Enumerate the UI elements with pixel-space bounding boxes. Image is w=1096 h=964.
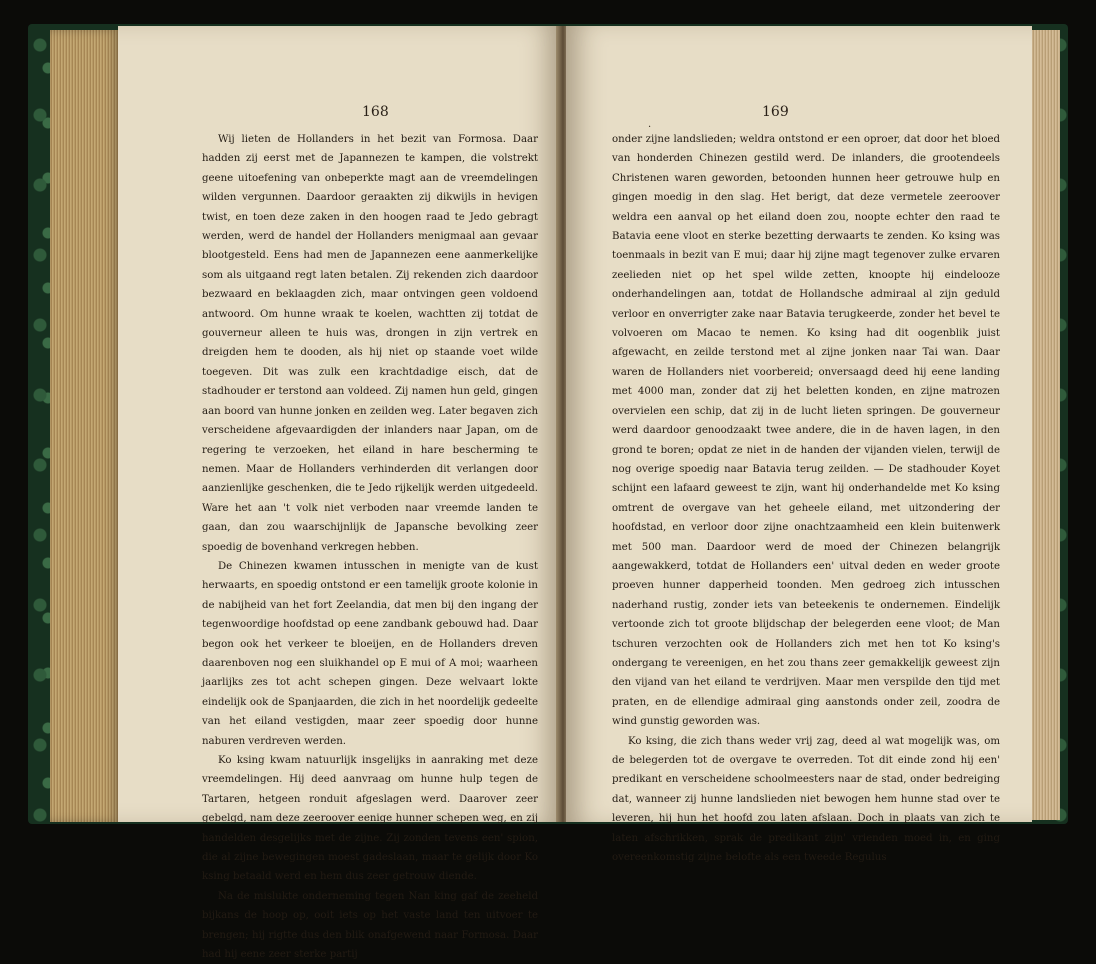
paragraph: De Chinezen kwamen intusschen in menigte van de kust herwaarts, en spoedig ontstond er een tamelijk groote kolonie in de nabijheid van het fort Zeelandia, dat men bij den ingang der tegenwoordige hoofdstad op eene zandbank gebouwd had. Daar begon ook het verkeer te bloeijen, en de Hollanders dreven daarenboven nog een sluikhandel op E mui of A moi; waarheen jaarlijks zes tot acht schepen gingen. Deze welvaart lokte eindelijk ook de Spanjaarden, die zich in het noordelijk gedeelte van het eiland vestigden, maar zeer spoedig door hunne naburen verdreven werden. xyxy=(202,560,538,747)
paragraph: Ko ksing, die zich thans weder vrij zag, deed al wat mogelijk was, om de belegerden tot de overgave te overreden. Tot dit einde zond hij een' predikant en verscheidene schoolmeesters naar de stad, onder bedreiging dat, wanneer zij hunne landslieden niet bewogen hem hunne stad over te leveren, hij hun het hoofd zou laten afslaan. Doch in plaats van zich te laten afschrikken, sprak de predikant zijn' vrienden moed in, en ging overeenkomstig zijne belofte als een tweede Regulus xyxy=(612,735,1000,864)
paragraph: Na de mislukte onderneming tegen Nan king gaf de zeeheld bijkans de hoop op, ooit iets op het vaste land ten uitvoer te brengen; hij rigtte dus den blik onafgewend naar Formosa. Daar had hij eene zeer sterke partij xyxy=(202,890,538,961)
page-number: 169 xyxy=(762,104,789,120)
paragraph: onder zijne landslieden; weldra ontstond er een oproer, dat door het bloed van honderden Chinezen gestild werd. De inlanders, die grootendeels Christenen waren geworden, betoonden hunnen heer getrouwe hulp en gingen moedig in den slag. Het berigt, dat deze vermetele zeeroover weldra een aanval op het eiland doen zou, noopte echter den raad te Batavia eene vloot en sterke bezetting derwaarts te zenden. Ko ksing was toenmaals in bezit van E mui; daar hij zijne magt tegenover zulke ervaren zeelieden niet op het spel wilde zetten, knoopte hij eindelooze onderhandelingen aan, totdat de Hollandsche admiraal al zijn geduld verloor en onverrigter zake naar Batavia terugkeerde, zonder het bevel te volvoeren om Macao te nemen. Ko ksing had dit oogenblik juist afgewacht, en zeilde terstond met al zijne jonken naar Tai wan. Daar waren de Hollanders niet voorbereid; onversaagd deed hij eene landing met 4000 man, zonder dat zij het beletten konden, en zijne matrozen overvielen een schip, dat zij in de lucht lieten springen. De gouverneur werd daardoor genoodzaakt twee andere, die in de haven lagen, in den grond te boren; opdat ze niet in de handen der vijanden vielen, terwijl de nog overige spoedig naar Batavia terug zeilden. — De stadhouder Koyet schijnt een lafaard geweest te zijn, want hij onderhandelde met Ko ksing omtrent de overgave van het geheele eiland, met uitzondering der hoofdstad, en verloor door zijne onachtzaamheid een klein buitenwerk met 500 man. Daardoor werd de moed der Chinezen belangrijk aangewakkerd, totdat de Hollanders een' uitval deden en weder groote proeven hunner dapperheid toonden. Men gedroeg zich intusschen naderhand rustig, zonder iets van beteekenis te ondernemen. Eindelijk vertoonde zich tot groote blijdschap der belegerden eene vloot; de Man tschuren verzochten ook de Hollanders zich met hen tot Ko ksing's ondergang te vereenigen, en het zou thans zeer gemakkelijk geweest zijn den vijand van het eiland te verdrijven. Maar men verspilde den tijd met praten, en de ellendige admiraal ging aanstonds onder zeil, zoodra de wind gunstig geworden was. xyxy=(612,134,1000,728)
paragraph: Ko ksing kwam natuurlijk insgelijks in aanraking met deze vreemdelingen. Hij deed aanvraag om hunne hulp tegen de Tartaren, hetgeen ronduit afgeslagen werd. Daarover zeer gebelgd, nam deze zeeroover eenige hunner schepen weg, en zij handelden desgelijks met de zijne. Zij zonden tevens een' spion, die al zijne bewegingen moest gadeslaan, maar te gelijk door Ko ksing betaald werd en hem dus zeer getrouw diende. xyxy=(202,755,538,883)
page-edges-left xyxy=(50,30,120,822)
page-body xyxy=(202,130,538,964)
left-page xyxy=(118,26,560,961)
page-body xyxy=(612,130,1000,867)
right-page xyxy=(566,26,1032,864)
page-edges-right xyxy=(1032,30,1060,820)
print-mark: · xyxy=(648,122,652,133)
paragraph: Wij lieten de Hollanders in het bezit van Formosa. Daar hadden zij eerst met de Japannezen te kampen, die volstrekt geene uitoefening van onbeperkte magt aan de vreemdelingen wilden vergunnen. Daardoor geraakten zij dikwijls in hevigen twist, en toen deze zaken in den hoogen raad te Jedo gebragt werden, werd de handel der Hollanders menigmaal aan gevaar blootgesteld. Eens had men de Japannezen eene aanmerkelijke som als uitgaand regt laten betalen. Zij rekenden zich daardoor bezwaard en beklaagden zich, maar ontvingen geen voldoend antwoord. Om hunne wraak te koelen, wachtten zij totdat de gouverneur alleen te huis was, drongen in zijn vertrek en dreigden hem te dooden, als hij niet op staande voet wilde toegeven. Dit was zulk een krachtdadige eisch, dat de stadhouder er terstond aan voldeed. Zij namen hun geld, gingen aan boord van hunne jonken en zeilden weg. Later begaven zich verscheidene afgevaardigden der inlanders naar Japan, om de regering te verzoeken, het eiland in hare bescherming te nemen. Maar de Hollanders verhinderden dit verlangen door aanzienlijke geschenken, die te Jedo rijkelijk werden uitgedeeld. Ware het aan 't volk niet verboden naar vreemde landen te gaan, dan zou waarschijnlijk de Japansche bevolking zeer spoedig de bovenhand verkregen hebben. xyxy=(202,134,538,553)
page-number: 168 xyxy=(362,104,389,120)
